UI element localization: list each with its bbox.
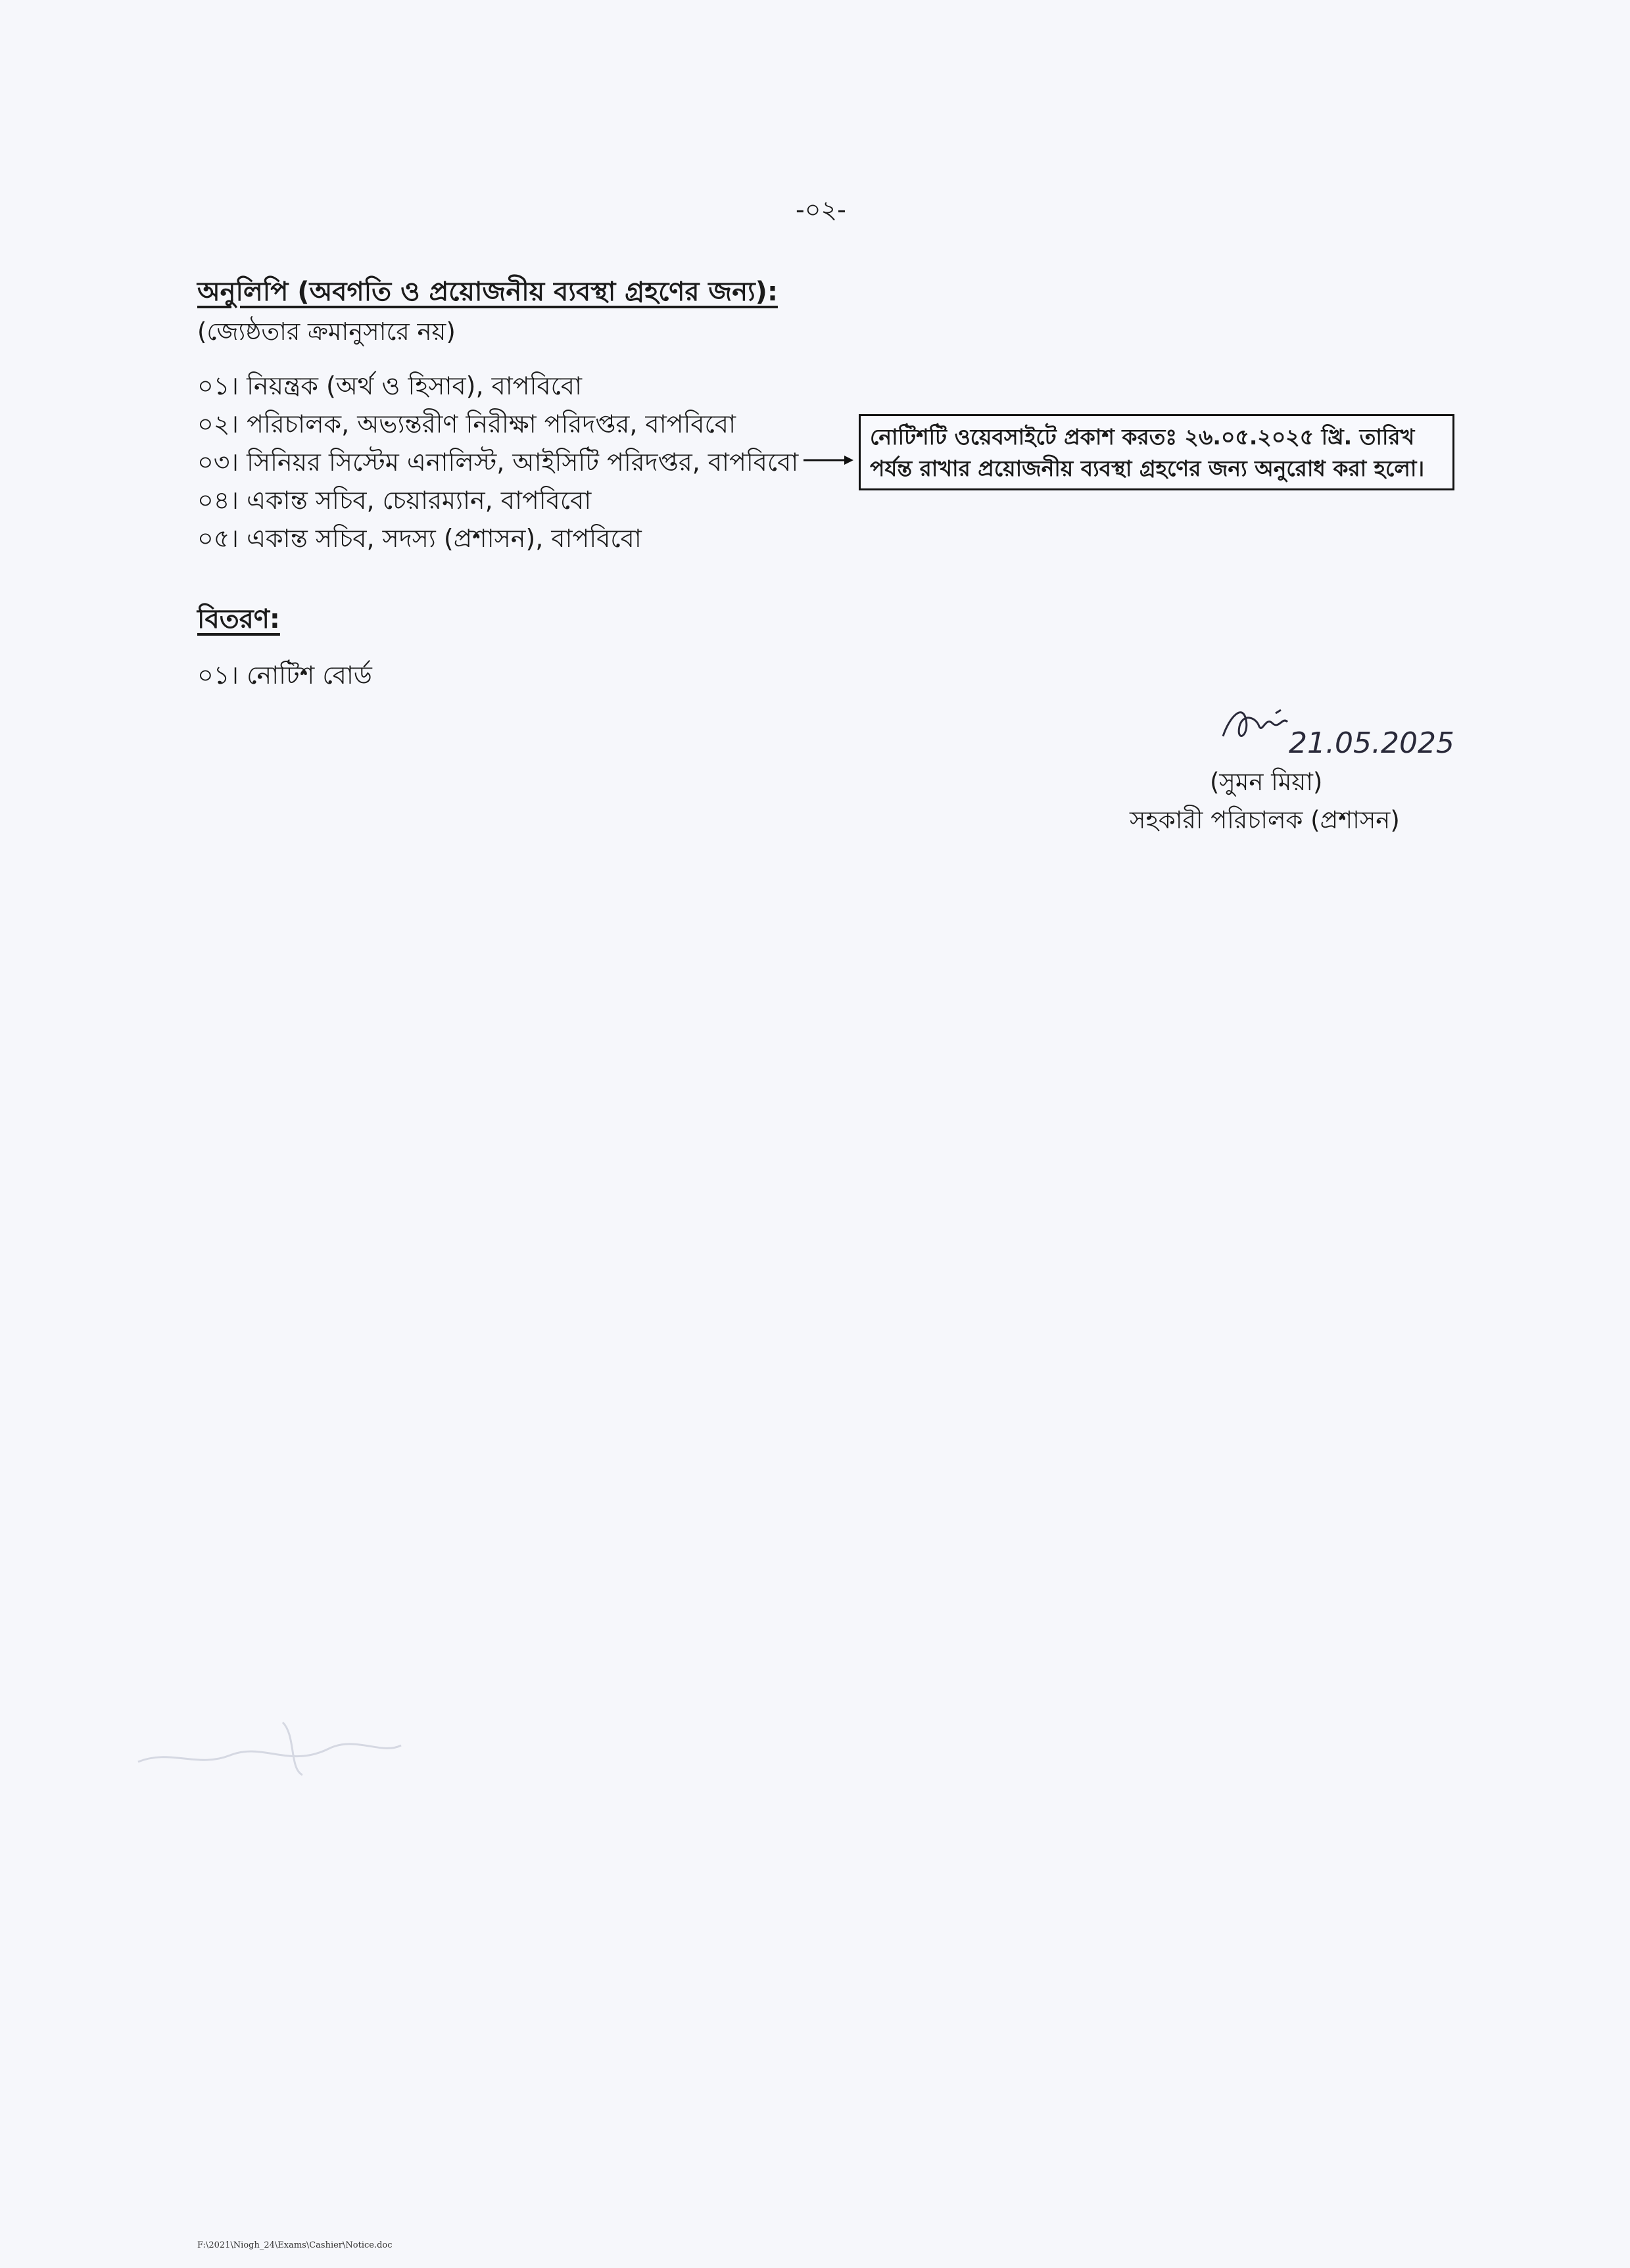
copy-list-item bbox=[197, 481, 798, 519]
copy-item-text: পরিচালক, অভ্যন্তরীণ নিরীক্ষা পরিদপ্তর, বাপবিবো bbox=[247, 410, 736, 438]
copy-item-text: নিয়ন্ত্রক (অর্থ ও হিসাব), বাপবিবো bbox=[247, 371, 583, 400]
signer-title: সহকারী পরিচালক (প্রশাসন) bbox=[1130, 806, 1400, 834]
distribution-item-number: ০১। bbox=[197, 661, 239, 690]
arrow-right-icon bbox=[803, 454, 853, 467]
signer-name: (সুমন মিয়া) bbox=[1210, 768, 1323, 796]
copy-list bbox=[197, 367, 798, 557]
page-number: -০২- bbox=[796, 195, 846, 224]
faint-bleedthrough-scribble bbox=[132, 1709, 408, 1788]
distribution-list bbox=[197, 656, 372, 694]
copy-item-text: একান্ত সচিব, সদস্য (প্রশাসন), বাপবিবো bbox=[247, 524, 642, 553]
website-publish-callout: নোটিশটি ওয়েবসাইটে প্রকাশ করতঃ ২৬.০৫.২০২৫ খ্রি. তারিখ পর্যন্ত রাখার প্রয়োজনীয় ব্যবস্থা গ্রহণের জন্য অনুরোধ করা হলো। bbox=[859, 414, 1454, 490]
copy-item-number: ০১। bbox=[197, 371, 239, 400]
copy-item-text: সিনিয়র সিস্টেম এনালিস্ট, আইসিটি পরিদপ্তর, বাপবিবো bbox=[247, 448, 799, 477]
distribution-heading: বিতরণ: bbox=[197, 604, 280, 634]
copy-item-number: ০৪। bbox=[197, 486, 239, 515]
copy-list-item bbox=[197, 519, 798, 557]
copy-subnote: (জ্যেষ্ঠতার ক্রমানুসারে নয়) bbox=[197, 318, 456, 346]
handwritten-signature bbox=[1210, 690, 1466, 769]
file-path-footer: F:\2021\Niogh_24\Exams\Cashier\Notice.doc bbox=[197, 2240, 393, 2250]
copy-heading: অনুলিপি (অবগতি ও প্রয়োজনীয় ব্যবস্থা গ্রহণের জন্য): bbox=[197, 277, 778, 307]
copy-item-number: ০২। bbox=[197, 410, 239, 438]
copy-item-number: ০৩। bbox=[197, 448, 239, 477]
copy-list-item bbox=[197, 443, 798, 481]
copy-list-item bbox=[197, 405, 798, 443]
copy-item-number: ০৫। bbox=[197, 524, 239, 553]
distribution-list-item bbox=[197, 656, 372, 694]
copy-item-text: একান্ত সচিব, চেয়ারম্যান, বাপবিবো bbox=[247, 486, 592, 515]
distribution-item-text: নোটিশ বোর্ড bbox=[247, 661, 372, 690]
copy-list-item bbox=[197, 367, 798, 405]
signature-date: 21.05.2025 bbox=[1289, 726, 1454, 760]
